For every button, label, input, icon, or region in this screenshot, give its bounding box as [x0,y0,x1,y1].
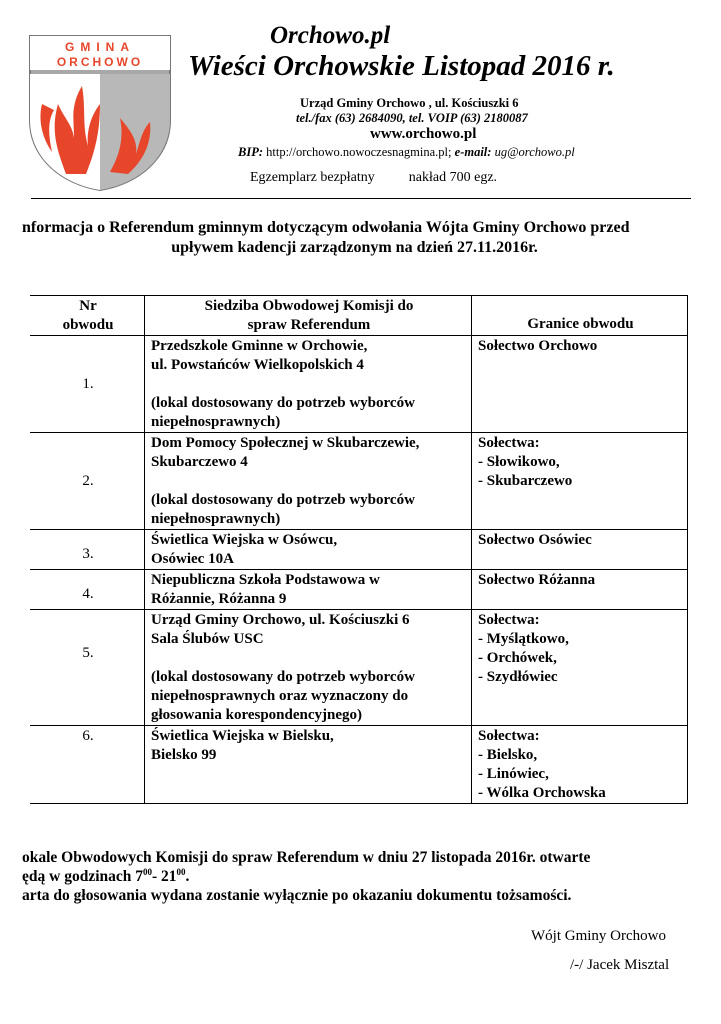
table-row [30,726,687,804]
seat-line: Dom Pomocy Społecznej w Skubarczewie, [151,435,420,451]
seat-line: Osówiec 10A [151,551,234,567]
seat-note-line: niepełnosprawnych oraz wyznaczony do [151,688,409,704]
row-nr-text: 5. [82,644,94,661]
seat-line: Sala Ślubów USC [151,631,264,647]
header-seat-line2: spraw Referendum [247,317,371,333]
bip-email-line [238,145,575,160]
signature-role: Wójt Gminy Orchowo [531,928,666,944]
table-header-row [30,296,687,336]
seat-line: Bielsko 99 [151,747,217,763]
intro-heading [22,218,697,258]
seat-note-line: (lokal dostosowany do potrzeb wyborców [151,492,415,508]
border-line: - Orchówek, [478,650,557,666]
header-nr [30,296,145,335]
border-line: Sołectwa: [478,435,540,451]
footer-line-3: arta do głosowania wydana zostanie wyłącznie po okazaniu dokumentu tożsamości. [22,887,572,904]
row-borders [472,570,687,609]
seat-line: Świetlica Wiejska w Bielsku, [151,728,334,744]
bip-url[interactable]: http://orchowo.nowoczesnagmina.pl; [266,145,452,159]
polling-stations-table [30,295,688,804]
border-line: Sołectwo Orchowo [478,338,598,354]
seat-note-line: niepełnosprawnych) [151,414,281,430]
row-nr [30,726,145,803]
row-seat [145,570,472,609]
intro-line-1: nformacja o Referendum gminnym dotyczącym odwołania Wójta Gminy Orchowo przed [22,219,630,236]
seat-note-line: (lokal dostosowany do potrzeb wyborców [151,395,415,411]
table-row [30,610,687,726]
border-line: - Skubarczewo [478,473,573,489]
hours-sup-close: 00 [176,866,186,877]
seat-line: Przedszkole Gminne w Orchowie, [151,338,368,354]
row-nr-text: 4. [82,585,94,602]
seat-line: Świetlica Wiejska w Osówcu, [151,532,338,548]
border-line: - Słowikowo, [478,454,560,470]
header-seat-line1: Siedziba Obwodowej Komisji do [204,298,414,314]
free-copy-text: Egzemplarz bezpłatny [250,170,375,185]
email-label: e-mail: [454,145,492,159]
header-divider [31,198,691,199]
website-link[interactable]: www.orchowo.pl [370,126,477,142]
office-phone: tel./fax (63) 2684090, tel. VOIP (63) 2180087 [296,111,528,125]
table-row [30,570,687,610]
border-line: - Bielsko, [478,747,538,763]
row-seat [145,336,472,432]
footer-line-1: okale Obwodowych Komisji do spraw Referendum w dniu 27 listopada 2016r. otwarte [22,849,591,866]
seat-line: Różannie, Różanna 9 [151,591,287,607]
border-line: - Linówiec, [478,766,549,782]
row-seat [145,433,472,529]
border-line: Sołectwo Różanna [478,572,596,588]
signature-name: /-/ Jacek Misztal [570,957,670,973]
row-nr [30,570,145,609]
row-borders [472,433,687,529]
seat-note-line: głosowania korespondencyjnego) [151,707,362,723]
row-borders [472,610,687,725]
footer-line-2 [22,867,702,886]
row-borders [472,336,687,432]
newsletter-title: Wieści Orchowskie Listopad 2016 r. [188,50,615,82]
gmina-orchowo-crest-logo [28,34,172,192]
table-row [30,433,687,530]
border-line: Sołectwa: [478,728,540,744]
hours-text-mid: - 21 [152,868,177,885]
copy-info [250,170,497,186]
hours-text: ędą w godzinach 7 [22,868,143,885]
row-nr-text: 1. [82,376,94,392]
border-line: Sołectwo Osówiec [478,532,592,548]
header-seat [145,296,472,335]
hours-sup-open: 00 [143,866,152,877]
border-line: - Wólka Orchowska [478,785,606,801]
office-address: Urząd Gminy Orchowo , ul. Kościuszki 6 [300,96,519,110]
crest-top-text: GMINA [65,40,135,54]
row-nr [30,433,145,529]
table-row [30,530,687,570]
row-seat [145,726,472,803]
row-nr [30,610,145,725]
header-borders-text: Granice obwodu [527,316,634,332]
email-address[interactable]: ug@orchowo.pl [494,145,575,159]
header-nr-line2: obwodu [62,317,114,333]
seat-line: ul. Powstańców Wielkopolskich 4 [151,357,364,373]
row-seat [145,610,472,725]
row-nr [30,336,145,432]
crest-bottom-text: ORCHOWO [56,55,144,69]
seat-line: Niepubliczna Szkoła Podstawowa w [151,572,380,588]
border-line: Sołectwa: [478,612,540,628]
row-nr-text: 3. [82,545,94,562]
table-row [30,336,687,433]
row-nr-text: 2. [82,473,94,489]
seat-line: Urząd Gminy Orchowo, ul. Kościuszki 6 [151,612,410,628]
row-nr-text: 6. [82,728,94,744]
seat-line: Skubarczewo 4 [151,454,248,470]
footer-notice [22,848,702,905]
row-seat [145,530,472,569]
header-nr-line1: Nr [79,298,97,314]
header-borders [472,296,687,335]
intro-line-2: upływem kadencji zarządzonym na dzień 27.11.2016r. [171,239,538,256]
row-nr [30,530,145,569]
bip-label: BIP: [238,145,263,159]
border-line: - Szydłówiec [478,669,558,685]
seat-note-line: (lokal dostosowany do potrzeb wyborców [151,669,415,685]
circulation-text: nakład 700 egz. [408,170,498,185]
site-title: Orchowo.pl [270,22,391,49]
row-borders [472,726,687,803]
seat-note-line: niepełnosprawnych) [151,511,281,527]
hours-text-end: . [185,868,190,885]
border-line: - Myślątkowo, [478,631,569,647]
row-borders [472,530,687,569]
